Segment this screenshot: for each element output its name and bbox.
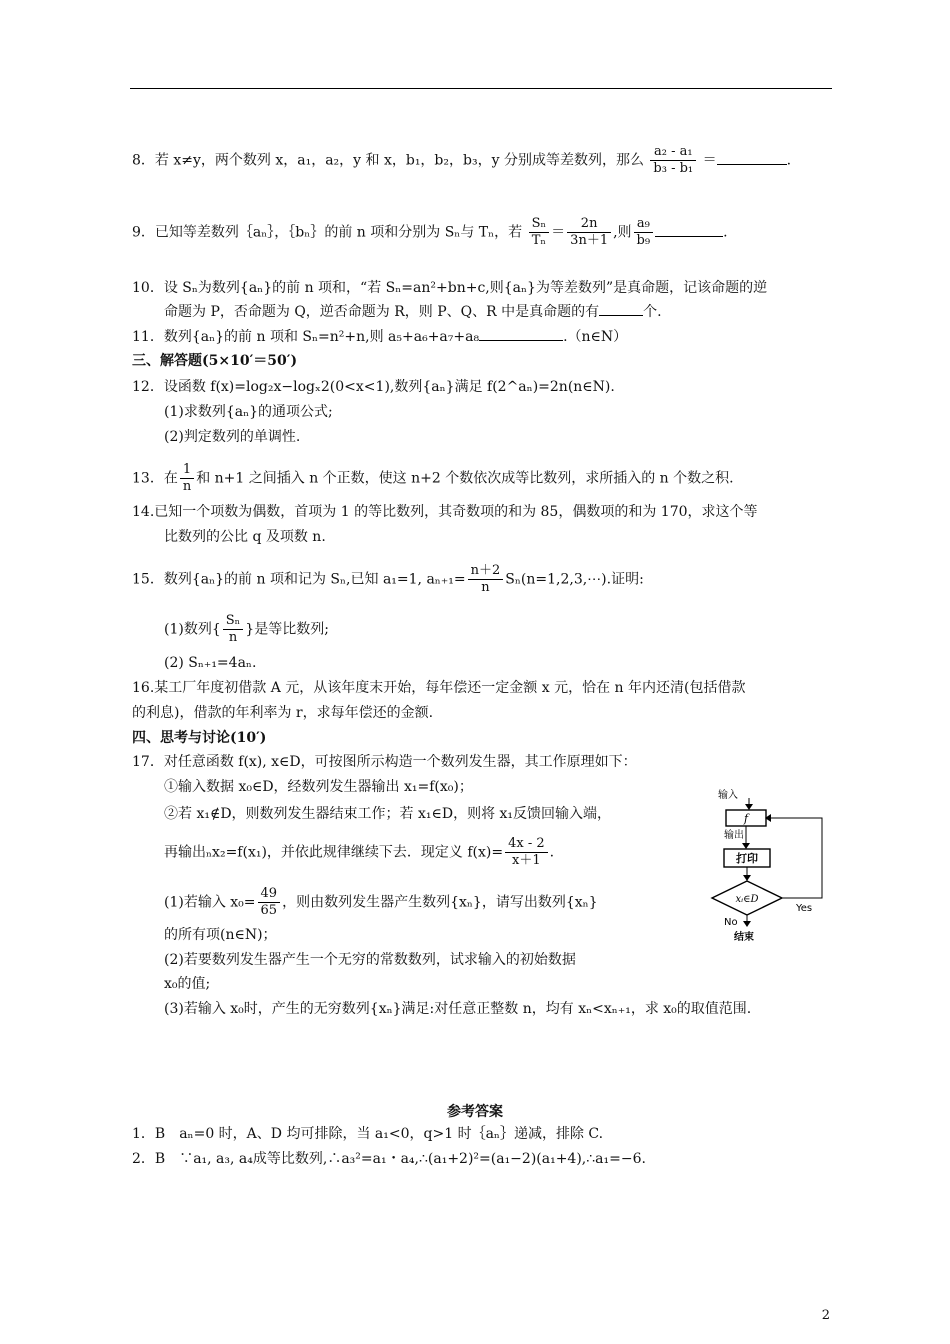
question-16-line2: 的利息)，借款的年利率为 r，求每年偿还的金额. <box>132 705 434 721</box>
page-number: 2 <box>821 1308 830 1323</box>
question-16-line1: 16.某工厂年度初借款 A 元，从该年度末开始，每年偿还一定金额 x 元，恰在 n 年内还清(包括借款 <box>132 680 746 696</box>
question-12-line1: 12．设函数 f(x)=log₂x−logₓ2(0<x<1),数列{aₙ}满足 f(2^aₙ)=2n(n∈N). <box>132 379 615 395</box>
header-rule <box>130 88 832 89</box>
section-4-title: 四、思考与讨论(10′) <box>132 730 267 746</box>
question-12-line3: (2)判定数列的单调性. <box>164 429 301 445</box>
q9-blank <box>655 236 723 237</box>
flowchart-f-label: f <box>743 812 749 825</box>
question-13: 13．在 $\frac{1}{n}$ 和 n+1 之间插入 n 个正数，使这 n+2 个数依次成等比数列，求所插入的 n 个数之积. <box>132 462 734 494</box>
question-17-part1: (1)若输入 x₀= $\frac{49}{65}$ ，则由数列发生器产生数列{xₙ}，请写出数列{xₙ} <box>164 886 598 918</box>
flowchart-end-label: 结束 <box>734 932 754 943</box>
question-10-line2: 命题为 P，否命题为 Q，逆否命题为 R，则 P、Q、R 中是真命题的有 个. <box>164 304 662 320</box>
flow-arrowhead-2 <box>742 843 750 849</box>
question-17-line3: ②若 x₁∉D，则数列发生器结束工作；若 x₁∈D，则将 x₁反馈回输入端， <box>164 806 612 822</box>
question-17-part1-line2: 的所有项(n∈N)； <box>164 927 277 943</box>
flowchart-input-label: 输入 <box>718 790 738 801</box>
question-15-part2: (2) Sₙ₊₁=4aₙ. <box>164 655 257 671</box>
question-14-line2: 比数列的公比 q 及项数 n. <box>164 529 326 545</box>
question-14-line1: 14.已知一个项数为偶数，首项为 1 的等比数列，其奇数项的和为 85，偶数项的和为 170，求这个等 <box>132 504 758 520</box>
answers-title: 参考答案 <box>447 1104 503 1120</box>
flowchart-print-label: 打印 <box>736 852 758 865</box>
flow-arrowhead-3 <box>743 875 751 881</box>
question-11: 11．数列{aₙ}的前 n 项和 Sₙ=n²+n,则 a₅+a₆+a₇+a₈ .（n∈N） <box>132 329 628 345</box>
flowchart-output-label: 输出 <box>724 830 744 841</box>
flowchart-no-label: No <box>724 917 738 928</box>
question-15-part1: (1)数列{ $\frac{\text{Sₙ}}{n}$ }是等比数列; <box>164 613 329 645</box>
question-17-line4: 再输出ₙx₂=f(x₁)，并依此规律继续下去．现定义 f(x)= $\frac{4x - 2}{x+1}$ . <box>164 836 555 868</box>
question-8: 8．若 x≠y，两个数列 x，a₁，a₂，y 和 x，b₁，b₂，b₃，y 分别成等差数列，那么 $\frac{\text{a₂ - a₁}}{\text{b₃ - b₁}}$ ＝ . <box>132 144 792 176</box>
question-17-part2-line2: x₀的值; <box>164 976 211 992</box>
flow-arrowhead-4 <box>743 921 751 927</box>
flowchart-decision-label: xᵢ∈D <box>735 894 759 905</box>
question-17-part2-line1: (2)若要数列发生器产生一个无穷的常数数列，试求输入的初始数据 <box>164 952 576 968</box>
flowchart-yes-label: Yes <box>796 903 813 914</box>
flow-arrowhead-1 <box>745 804 753 810</box>
question-15: 15．数列{aₙ}的前 n 项和记为 Sₙ,已知 a₁=1, aₙ₊₁= $\frac{n+2}{n}$ Sₙ(n=1,2,3,⋯).证明: <box>132 563 644 595</box>
flow-feedback-line <box>766 818 822 898</box>
question-17-line1: 17．对任意函数 f(x), x∈D，可按图所示构造一个数列发生器，其工作原理如下： <box>132 754 637 770</box>
question-10-line1: 10．设 Sₙ为数列{aₙ}的前 n 项和，“若 Sₙ=an²+bn+c,则{aₙ}为等差数列”是真命题，记该命题的逆 <box>132 280 768 296</box>
question-9: 9．已知等差数列｛aₙ｝，｛bₙ｝的前 n 项和分别为 Sₙ与 Tₙ，若 $\frac{\text{Sₙ}}{\text{Tₙ}}$ ＝ $\frac{2n}{3n+1}$ ,则 $\frac{\text{a₉}}{\text{b₉}}$ . <box>132 216 728 248</box>
flowchart-diagram <box>704 780 834 945</box>
q8-text: 8．若 x≠y，两个数列 x，a₁，a₂，y 和 x，b₁，b₂，b₃，y 分别成等差数列，那么 <box>132 152 644 169</box>
section-3-title: 三、解答题(5×10′＝50′) <box>132 353 298 369</box>
answer-2: 2．B ∵a₁, a₃, a₄成等比数列,∴a₃²=a₁・a₄,∴(a₁+2)²=(a₁−2)(a₁+4),∴a₁=−6. <box>132 1151 646 1167</box>
answer-1: 1．B aₙ=0 时，A、D 均可排除，当 a₁<0，q>1 时｛aₙ｝递减，排除 C. <box>132 1126 604 1142</box>
question-17-part3: (3)若输入 x₀时，产生的无穷数列{xₙ}满足:对任意正整数 n，均有 xₙ<xₙ₊₁，求 x₀的取值范围. <box>164 1001 752 1017</box>
question-17-line2: ①输入数据 x₀∈D，经数列发生器输出 x₁=f(x₀)； <box>164 779 473 795</box>
question-12-line2: (1)求数列{aₙ}的通项公式; <box>164 404 333 420</box>
q8-blank <box>717 164 787 165</box>
q8-fraction: $\frac{\text{a₂ - a₁}}{\text{b₃ - b₁}}$ <box>650 144 696 177</box>
